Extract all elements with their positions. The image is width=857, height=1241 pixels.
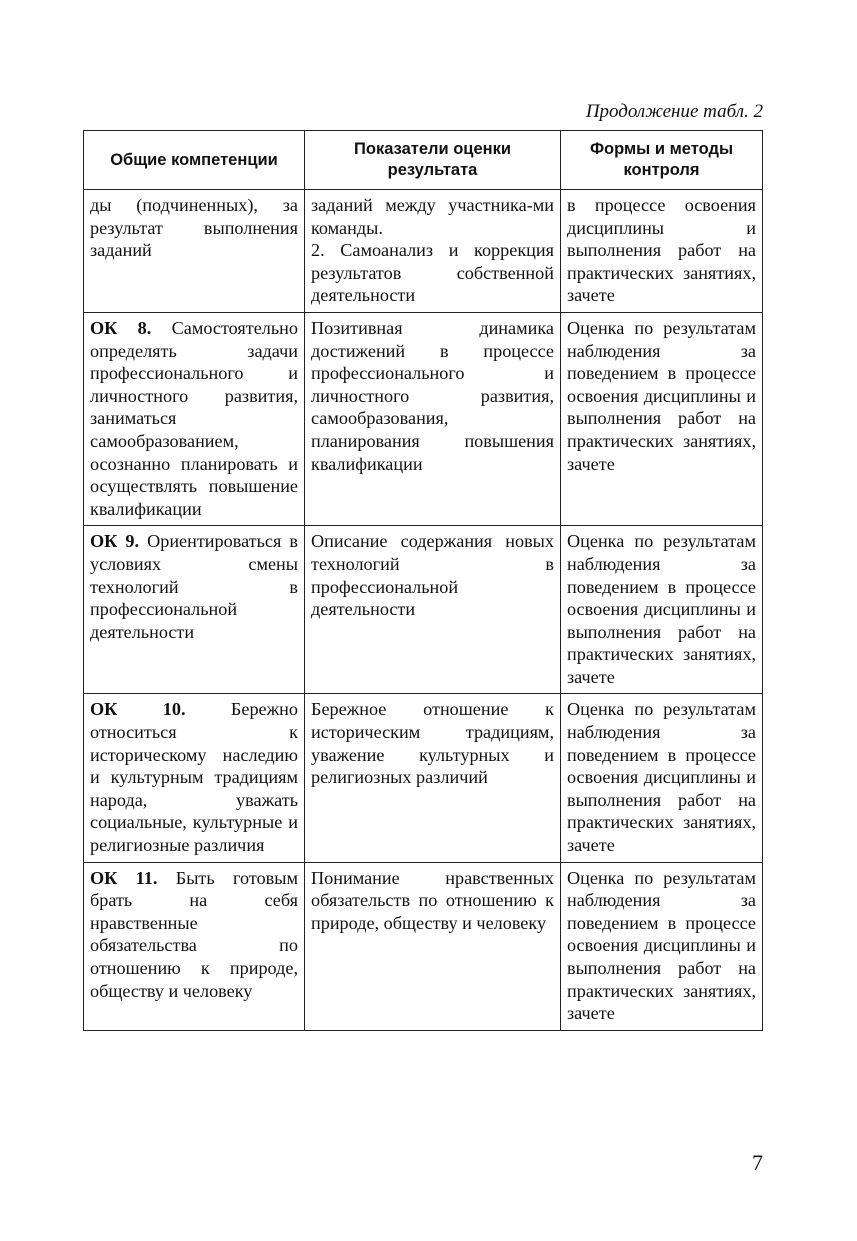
competence-code: ОК 11. [90, 867, 158, 888]
indicator-text: Описание содержания новых технологий в профессиональной деятельности [311, 531, 554, 620]
header-control: Формы и методы контроля [561, 131, 763, 190]
competencies-table [83, 130, 763, 1031]
indicator-text: Позитивная динамика достижений в процессе профессионального и личностного развития, самообразования, планирования повышения квалификации [311, 317, 554, 474]
control-cell [561, 526, 763, 694]
indicators-cell [305, 312, 561, 525]
header-competencies: Общие компетенции [84, 131, 305, 190]
indicator-text: 2. Самоанализ и коррекция результатов собственной деятельности [311, 240, 554, 306]
competence-cell [84, 862, 305, 1030]
competence-text: Бережно относиться к историческому наследию и культурным традициям народа, уважать социальные, культурные и религиозные различия [90, 699, 298, 856]
competence-cell [84, 694, 305, 862]
control-text: Оценка по результатам наблюдения за поведением в процессе освоения дисциплины и выполнения работ на практических занятиях, зачете [567, 867, 756, 1024]
indicator-text: Понимание нравственных обязательств по отношению к природе, обществу и человеку [311, 867, 554, 933]
control-text: в процессе освоения дисциплины и выполнения работ на практических занятиях, зачете [567, 195, 756, 306]
table-row [84, 312, 763, 525]
competence-text: Быть готовым брать на себя нравственные обязательства по отношению к природе, обществу и человеку [90, 867, 298, 1001]
competence-cell [84, 312, 305, 525]
table-caption: Продолжение табл. 2 [585, 101, 763, 122]
indicator-text: заданий между участника-ми команды. [311, 195, 554, 238]
control-cell [561, 694, 763, 862]
indicators-cell [305, 190, 561, 313]
competence-code: ОК 8. [90, 317, 152, 338]
table-header [84, 131, 763, 190]
control-text: Оценка по результатам наблюдения за поведением в процессе освоения дисциплины и выполнения работ на практических занятиях, зачете [567, 531, 756, 687]
indicators-cell [305, 862, 561, 1030]
control-text: Оценка по результатам наблюдения за поведением в процессе освоения дисциплины и выполнения работ на практических занятиях, зачете [567, 317, 756, 474]
header-row [84, 131, 763, 190]
competence-code: ОК 9. [90, 531, 140, 552]
control-text: Оценка по результатам наблюдения за поведением в процессе освоения дисциплины и выполнения работ на практических занятиях, зачете [567, 699, 756, 856]
header-indicators: Показатели оценки результата [305, 131, 561, 190]
indicators-cell [305, 526, 561, 694]
competence-text: Самостоятельно определять задачи профессионального и личностного развития, заниматься самообразованием, осознанно планировать и осуществлять повышение квалификации [90, 317, 298, 519]
indicators-cell [305, 694, 561, 862]
control-cell [561, 312, 763, 525]
control-cell [561, 862, 763, 1030]
competence-text: ды (подчиненных), за результат выполнения заданий [90, 195, 298, 261]
table-row [84, 526, 763, 694]
table-row [84, 694, 763, 862]
competence-code: ОК 10. [90, 699, 186, 720]
competence-cell [84, 526, 305, 694]
table-row [84, 862, 763, 1030]
competence-cell [84, 190, 305, 313]
control-cell [561, 190, 763, 313]
table-row [84, 190, 763, 313]
competence-text: Ориентироваться в условиях смены технологий в профессиональной деятельности [90, 531, 298, 642]
page-number: 7 [752, 1150, 763, 1175]
indicator-text: Бережное отношение к историческим традициям, уважение культурных и религиозных различий [311, 699, 554, 788]
